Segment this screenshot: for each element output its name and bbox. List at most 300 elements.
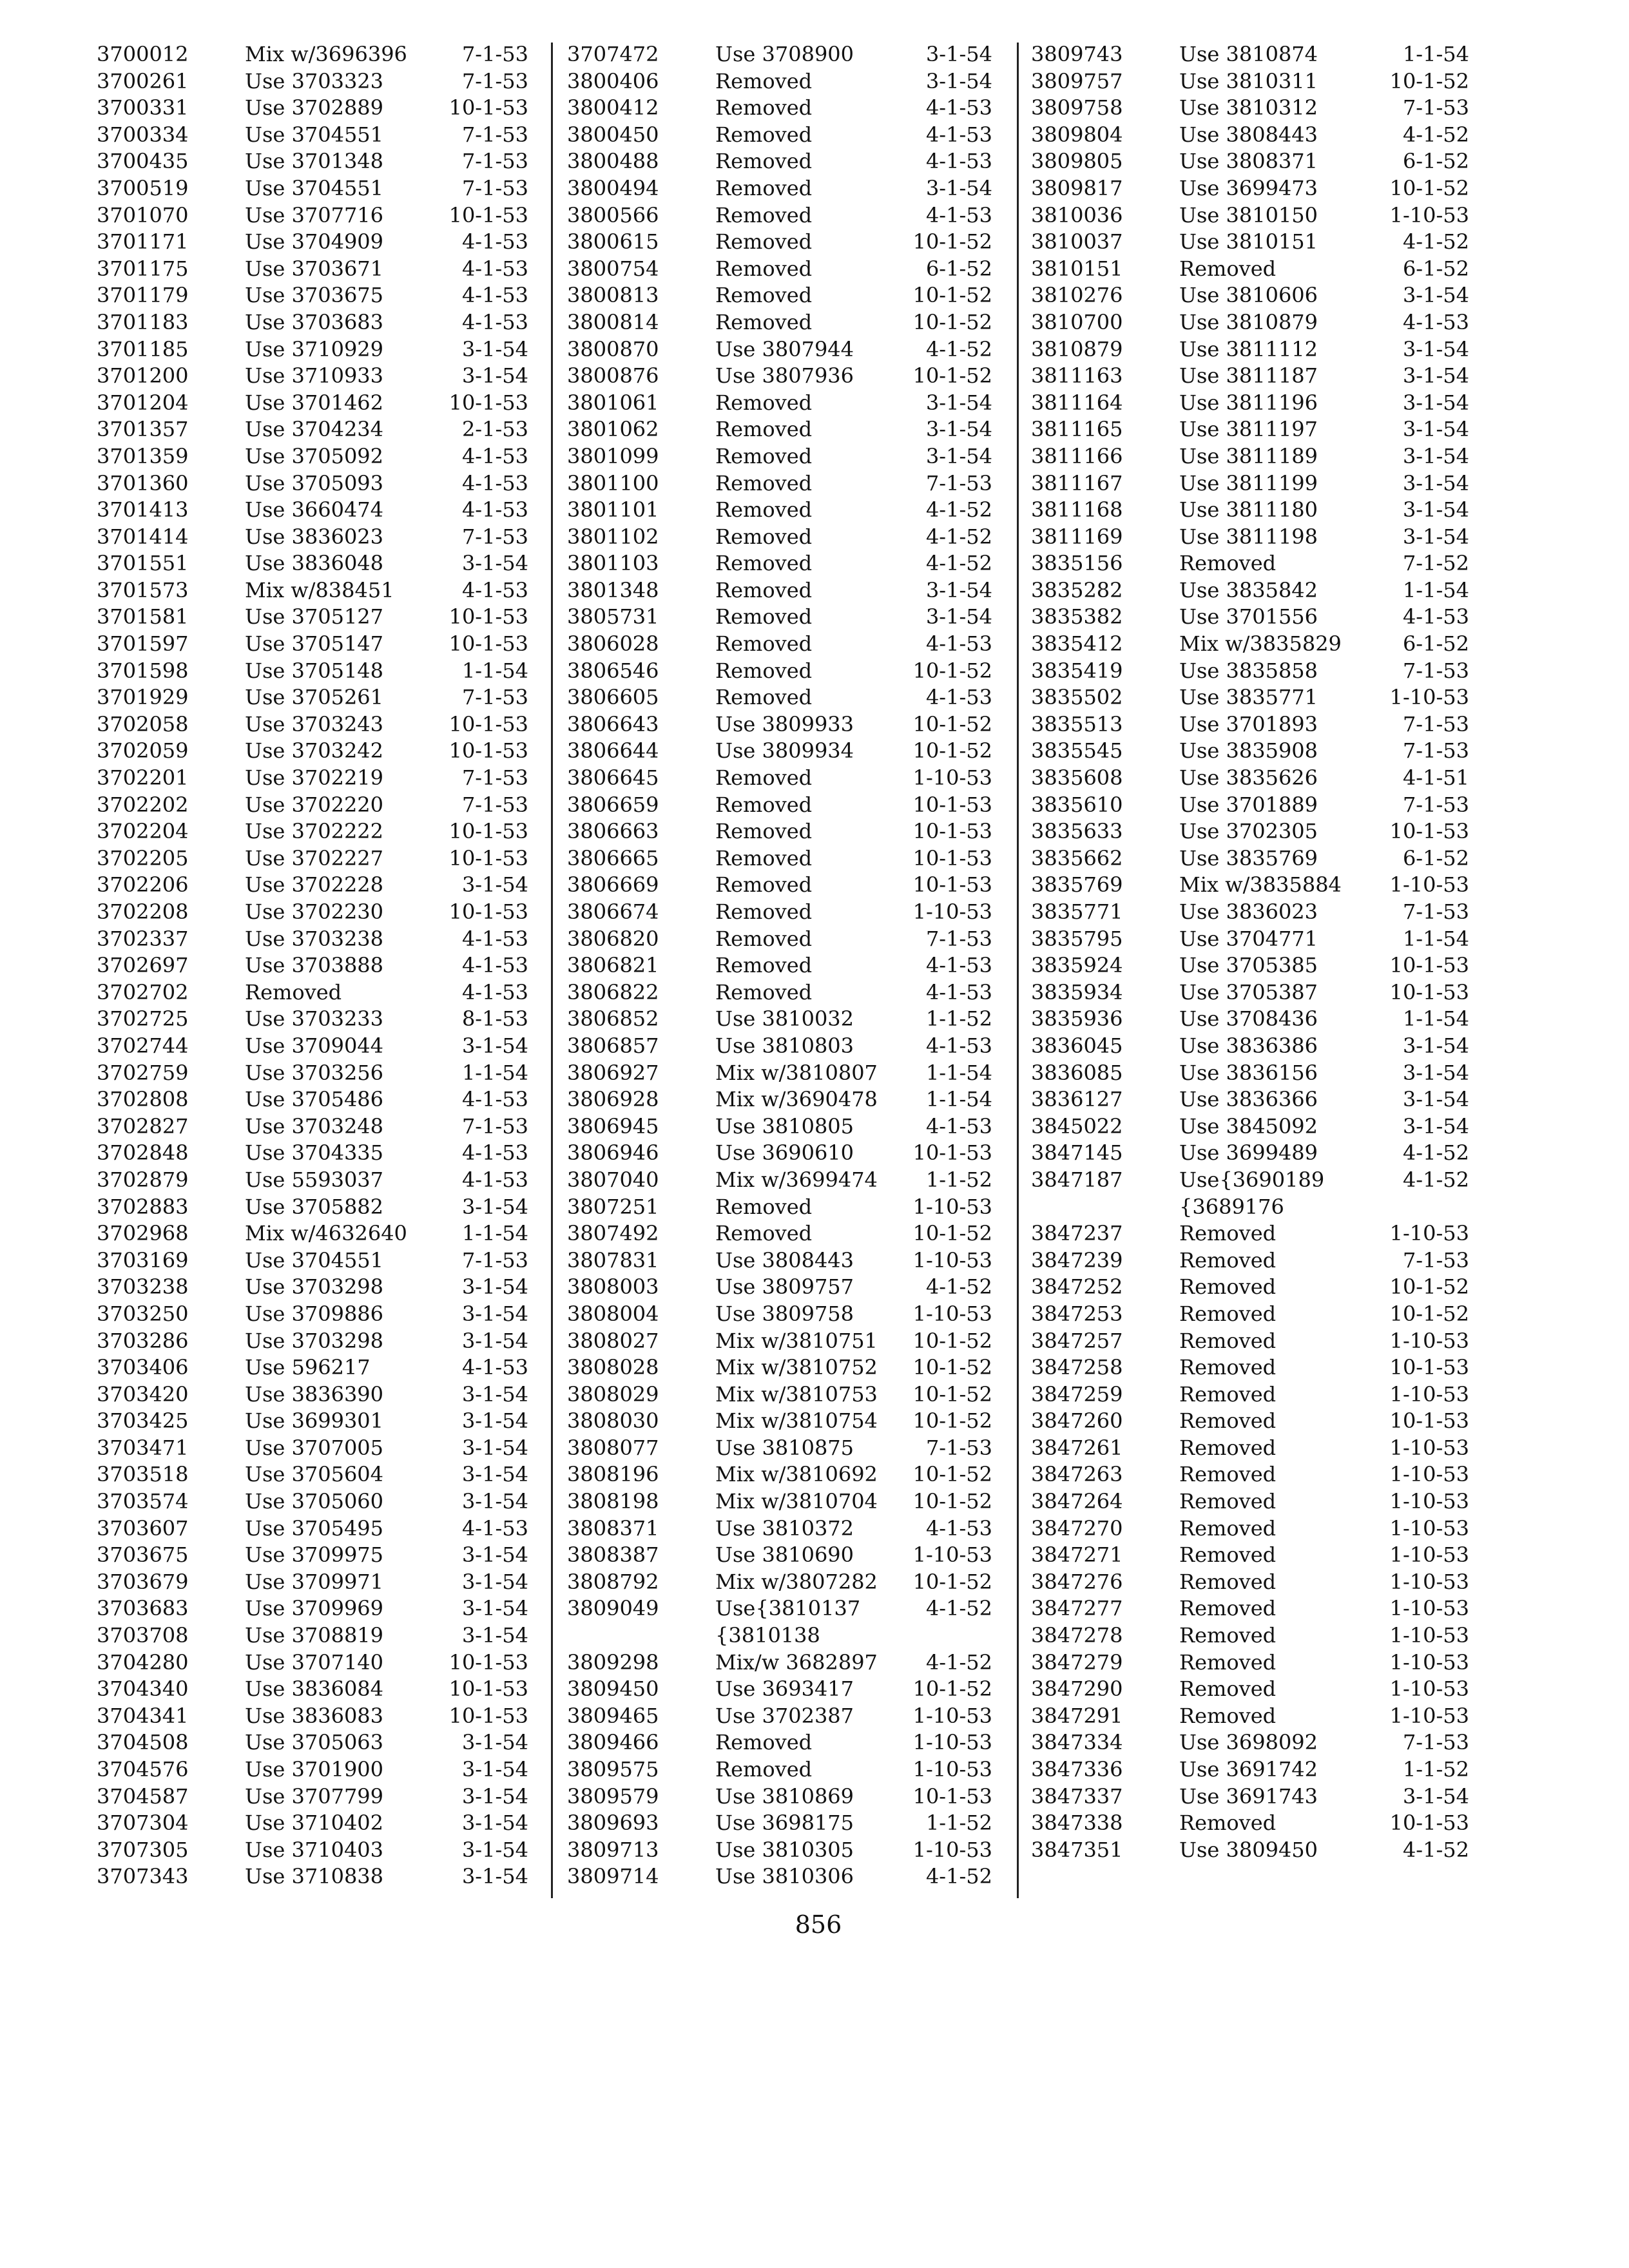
part-number: 3707305 xyxy=(97,1837,189,1862)
disposition: Removed xyxy=(1179,1462,1277,1487)
part-number: 3847252 xyxy=(1031,1274,1123,1300)
disposition: Use 3704909 xyxy=(245,229,384,255)
part-number: 3700435 xyxy=(97,149,189,174)
effective-date: 1-1-54 xyxy=(925,1060,992,1085)
part-number: 3702744 xyxy=(97,1033,189,1058)
disposition: Removed xyxy=(1179,1408,1277,1434)
disposition: Use 3836023 xyxy=(245,524,384,549)
part-number: 3701551 xyxy=(97,551,189,576)
part-number: 3806669 xyxy=(567,872,659,898)
disposition: Use 3811112 xyxy=(1179,336,1318,361)
disposition: Use 3703298 xyxy=(245,1274,384,1300)
effective-date: 10-1-52 xyxy=(912,1569,992,1594)
effective-date: 10-1-53 xyxy=(912,1140,992,1166)
disposition: Removed xyxy=(715,1221,813,1246)
disposition: Removed xyxy=(1179,1381,1277,1407)
part-number: 3702702 xyxy=(97,979,189,1004)
part-number: 3807831 xyxy=(567,1247,659,1273)
effective-date: 3-1-54 xyxy=(1402,524,1469,549)
disposition: Use 596217 xyxy=(245,1355,371,1380)
effective-date: 10-1-52 xyxy=(912,309,992,334)
part-number: 3808792 xyxy=(567,1569,659,1594)
effective-date: 7-1-53 xyxy=(461,122,528,147)
part-number: 3707343 xyxy=(97,1864,189,1889)
part-number: 3806946 xyxy=(567,1140,659,1166)
part-number: 3835936 xyxy=(1031,1006,1123,1032)
disposition: Use 3811180 xyxy=(1179,497,1318,523)
part-number: 3836045 xyxy=(1031,1033,1123,1058)
effective-date: 10-1-52 xyxy=(1389,1274,1469,1300)
effective-date: 10-1-53 xyxy=(448,899,528,924)
part-number: 3808198 xyxy=(567,1489,659,1514)
column-divider xyxy=(1017,43,1019,1898)
part-number: 3809693 xyxy=(567,1811,659,1836)
part-number: 3703238 xyxy=(97,1274,189,1300)
effective-date: 4-1-53 xyxy=(925,1113,992,1139)
part-number: 3807040 xyxy=(567,1167,659,1192)
part-number: 3707304 xyxy=(97,1811,189,1836)
effective-date: 3-1-54 xyxy=(925,604,992,629)
effective-date: 10-1-53 xyxy=(912,845,992,870)
part-number: 3808027 xyxy=(567,1328,659,1353)
effective-date: 1-10-53 xyxy=(1389,1489,1469,1514)
effective-date: 3-1-54 xyxy=(1402,1783,1469,1809)
effective-date: 10-1-52 xyxy=(1389,1301,1469,1326)
disposition: Use 3708819 xyxy=(245,1623,384,1648)
part-number: 3847145 xyxy=(1031,1140,1123,1166)
disposition: Use 3810311 xyxy=(1179,68,1318,93)
effective-date: 4-1-53 xyxy=(461,1167,528,1192)
disposition: Use 3703298 xyxy=(245,1328,384,1353)
disposition: Use 3702220 xyxy=(245,792,384,817)
disposition: Use 3836048 xyxy=(245,551,384,576)
disposition: Use 3810312 xyxy=(1179,95,1318,120)
disposition: Use 3705147 xyxy=(245,631,384,657)
effective-date: 10-1-52 xyxy=(912,283,992,308)
disposition: Use 3809450 xyxy=(1179,1837,1318,1862)
disposition: Removed xyxy=(715,577,813,602)
disposition: Removed xyxy=(715,497,813,523)
part-number: 3700012 xyxy=(97,42,189,66)
effective-date: 1-10-53 xyxy=(1389,1649,1469,1675)
part-number: 3703169 xyxy=(97,1247,189,1273)
disposition: Use 3701900 xyxy=(245,1757,384,1782)
disposition: Use 3811199 xyxy=(1179,470,1318,495)
disposition: Removed xyxy=(715,792,813,817)
disposition: Use 3703888 xyxy=(245,953,384,978)
effective-date: 1-10-53 xyxy=(1389,202,1469,227)
part-number: 3806605 xyxy=(567,685,659,710)
effective-date: 4-1-53 xyxy=(461,979,528,1004)
effective-date: 7-1-53 xyxy=(925,470,992,495)
part-number: 3835545 xyxy=(1031,738,1123,764)
effective-date: 3-1-54 xyxy=(925,42,992,66)
part-number: 3847187 xyxy=(1031,1167,1123,1192)
disposition: Use 3702230 xyxy=(245,899,384,924)
effective-date: 3-1-54 xyxy=(925,577,992,602)
part-number: 3702808 xyxy=(97,1087,189,1112)
part-number: 3809298 xyxy=(567,1649,659,1675)
disposition: Removed xyxy=(1179,1435,1277,1460)
disposition: Use 3660474 xyxy=(245,497,384,523)
part-number: 3703286 xyxy=(97,1328,189,1353)
part-number: 3703518 xyxy=(97,1462,189,1487)
disposition: Use 3835626 xyxy=(1179,765,1318,791)
part-number: 3808029 xyxy=(567,1381,659,1407)
effective-date: 6-1-52 xyxy=(1402,256,1469,281)
part-number: 3806927 xyxy=(567,1060,659,1085)
effective-date: 10-1-53 xyxy=(448,390,528,415)
part-number: 3703471 xyxy=(97,1435,189,1460)
part-number: 3702827 xyxy=(97,1113,189,1139)
effective-date: 1-10-53 xyxy=(1389,1381,1469,1407)
part-number: 3835769 xyxy=(1031,872,1123,898)
part-number: 3701573 xyxy=(97,577,189,602)
part-number: 3800406 xyxy=(567,68,659,93)
effective-date: 4-1-52 xyxy=(1402,1140,1469,1166)
disposition: Removed xyxy=(715,926,813,951)
disposition: Use{3690189 xyxy=(1179,1167,1325,1192)
effective-date: 3-1-54 xyxy=(1402,417,1469,442)
part-number: 3703675 xyxy=(97,1542,189,1568)
disposition: Use 3703238 xyxy=(245,926,384,951)
part-number: 3847264 xyxy=(1031,1489,1123,1514)
effective-date: 3-1-54 xyxy=(461,1435,528,1460)
disposition: {3689176 xyxy=(1179,1194,1284,1219)
part-number: 3835513 xyxy=(1031,711,1123,736)
effective-date: 10-1-52 xyxy=(912,738,992,764)
part-number: 3800870 xyxy=(567,336,659,361)
disposition: Use 3810150 xyxy=(1179,202,1318,227)
part-number: 3702883 xyxy=(97,1194,189,1219)
disposition: Mix w/3810704 xyxy=(715,1489,878,1514)
effective-date: 7-1-53 xyxy=(925,926,992,951)
effective-date: 1-1-52 xyxy=(925,1006,992,1032)
part-number: 3835771 xyxy=(1031,899,1123,924)
part-number: 3836085 xyxy=(1031,1060,1123,1085)
part-number: 3847260 xyxy=(1031,1408,1123,1434)
disposition: Use 3807944 xyxy=(715,336,854,361)
part-number: 3701414 xyxy=(97,524,189,549)
effective-date: 3-1-54 xyxy=(925,68,992,93)
disposition: Use 3810803 xyxy=(715,1033,854,1058)
disposition: Use 3708900 xyxy=(715,42,854,66)
effective-date: 7-1-53 xyxy=(461,524,528,549)
disposition: Use 3836390 xyxy=(245,1381,384,1407)
disposition: Use 3810805 xyxy=(715,1113,854,1139)
effective-date: 10-1-53 xyxy=(1389,1811,1469,1836)
effective-date: 1-10-53 xyxy=(1389,1221,1469,1246)
disposition: Removed xyxy=(715,1194,813,1219)
disposition: {3810138 xyxy=(715,1623,820,1648)
disposition: Use 3705261 xyxy=(245,685,384,710)
effective-date: 10-1-52 xyxy=(912,1489,992,1514)
disposition: Removed xyxy=(245,979,342,1004)
part-number: 3807492 xyxy=(567,1221,659,1246)
part-number: 3702202 xyxy=(97,792,189,817)
effective-date: 6-1-52 xyxy=(1402,149,1469,174)
effective-date: 3-1-54 xyxy=(925,417,992,442)
part-number: 3808196 xyxy=(567,1462,659,1487)
part-number: 3809758 xyxy=(1031,95,1123,120)
part-number: 3835795 xyxy=(1031,926,1123,951)
effective-date: 10-1-53 xyxy=(448,95,528,120)
part-number: 3835610 xyxy=(1031,792,1123,817)
disposition: Use 3707716 xyxy=(245,202,384,227)
effective-date: 4-1-53 xyxy=(461,256,528,281)
effective-date: 10-1-53 xyxy=(448,1649,528,1675)
effective-date: 10-1-53 xyxy=(448,631,528,657)
effective-date: 1-10-53 xyxy=(1389,1435,1469,1460)
effective-date: 4-1-53 xyxy=(461,1087,528,1112)
effective-date: 4-1-52 xyxy=(1402,1167,1469,1192)
effective-date: 1-1-52 xyxy=(925,1811,992,1836)
effective-date: 7-1-53 xyxy=(1402,899,1469,924)
page-number: 856 xyxy=(795,1910,842,1939)
part-number: 3847261 xyxy=(1031,1435,1123,1460)
part-number: 3847263 xyxy=(1031,1462,1123,1487)
part-number: 3704340 xyxy=(97,1677,189,1702)
disposition: Removed xyxy=(715,845,813,870)
part-number: 3847253 xyxy=(1031,1301,1123,1326)
part-number: 3809575 xyxy=(567,1757,659,1782)
part-number: 3703420 xyxy=(97,1381,189,1407)
effective-date: 1-10-53 xyxy=(1389,1623,1469,1648)
part-number: 3701929 xyxy=(97,685,189,710)
disposition: Removed xyxy=(715,122,813,147)
effective-date: 1-10-53 xyxy=(1389,1569,1469,1594)
disposition: Removed xyxy=(1179,1221,1277,1246)
part-number: 3801062 xyxy=(567,417,659,442)
part-number: 3700261 xyxy=(97,68,189,93)
disposition: Mix w/3835829 xyxy=(1179,631,1342,657)
disposition: Use 3702889 xyxy=(245,95,384,120)
disposition: Use 3699489 xyxy=(1179,1140,1318,1166)
disposition: Mix/w 3682897 xyxy=(715,1649,878,1675)
effective-date: 1-10-53 xyxy=(912,1247,992,1273)
effective-date: 3-1-54 xyxy=(461,1328,528,1353)
effective-date: 3-1-54 xyxy=(461,551,528,576)
effective-date: 3-1-54 xyxy=(461,1194,528,1219)
part-number: 3847270 xyxy=(1031,1515,1123,1541)
disposition: Mix w/3810692 xyxy=(715,1462,878,1487)
disposition: Mix w/3810754 xyxy=(715,1408,878,1434)
part-number: 3809743 xyxy=(1031,42,1123,66)
disposition: Use{3810137 xyxy=(715,1596,861,1621)
disposition: Use 3710402 xyxy=(245,1811,384,1836)
effective-date: 1-10-53 xyxy=(912,1301,992,1326)
effective-date: 1-1-52 xyxy=(1402,1757,1469,1782)
effective-date: 1-1-54 xyxy=(1402,1006,1469,1032)
disposition: Use 3705604 xyxy=(245,1462,384,1487)
disposition: Use 3705063 xyxy=(245,1730,384,1755)
effective-date: 10-1-53 xyxy=(448,845,528,870)
effective-date: 6-1-52 xyxy=(925,256,992,281)
disposition: Removed xyxy=(715,658,813,683)
effective-date: 3-1-54 xyxy=(461,1301,528,1326)
effective-date: 3-1-54 xyxy=(1402,443,1469,468)
effective-date: 6-1-52 xyxy=(1402,631,1469,657)
part-number: 3701581 xyxy=(97,604,189,629)
disposition: Use 3836084 xyxy=(245,1677,384,1702)
effective-date: 10-1-53 xyxy=(1389,1355,1469,1380)
disposition: Use 3811196 xyxy=(1179,390,1318,415)
part-number: 3847239 xyxy=(1031,1247,1123,1273)
part-number: 3701413 xyxy=(97,497,189,523)
disposition: Use 3702219 xyxy=(245,765,384,791)
part-number: 3809805 xyxy=(1031,149,1123,174)
disposition: Use 3702227 xyxy=(245,845,384,870)
effective-date: 3-1-54 xyxy=(461,1542,528,1568)
effective-date: 10-1-52 xyxy=(912,1408,992,1434)
disposition: Removed xyxy=(1179,1274,1277,1300)
effective-date: 3-1-54 xyxy=(1402,336,1469,361)
effective-date: 2-1-53 xyxy=(461,417,528,442)
effective-date: 10-1-52 xyxy=(1389,175,1469,200)
part-number: 3702204 xyxy=(97,819,189,844)
disposition: Use 3707140 xyxy=(245,1649,384,1675)
disposition: Use 3701893 xyxy=(1179,711,1318,736)
disposition: Use 3703248 xyxy=(245,1113,384,1139)
effective-date: 1-10-53 xyxy=(912,1730,992,1755)
disposition: Removed xyxy=(1179,1542,1277,1568)
part-number: 3809714 xyxy=(567,1864,659,1889)
disposition: Use 3811187 xyxy=(1179,363,1318,389)
effective-date: 4-1-53 xyxy=(925,149,992,174)
part-number: 3811169 xyxy=(1031,524,1123,549)
effective-date: 4-1-53 xyxy=(925,685,992,710)
disposition: Use 3705060 xyxy=(245,1489,384,1514)
effective-date: 3-1-54 xyxy=(925,175,992,200)
disposition: Use 3809758 xyxy=(715,1301,854,1326)
part-number: 3806643 xyxy=(567,711,659,736)
effective-date: 4-1-53 xyxy=(1402,604,1469,629)
effective-date: 4-1-53 xyxy=(925,1515,992,1541)
disposition: Removed xyxy=(1179,1301,1277,1326)
effective-date: 10-1-52 xyxy=(912,363,992,389)
part-number: 3847276 xyxy=(1031,1569,1123,1594)
part-number: 3701357 xyxy=(97,417,189,442)
effective-date: 1-10-53 xyxy=(912,765,992,791)
part-number: 3704587 xyxy=(97,1783,189,1809)
part-number: 3800754 xyxy=(567,256,659,281)
disposition: Use 3690610 xyxy=(715,1140,854,1166)
effective-date: 10-1-53 xyxy=(448,604,528,629)
disposition: Use 3810151 xyxy=(1179,229,1318,255)
disposition: Removed xyxy=(715,390,813,415)
disposition: Use 3710933 xyxy=(245,363,384,389)
effective-date: 1-10-53 xyxy=(1389,685,1469,710)
effective-date: 10-1-53 xyxy=(448,711,528,736)
effective-date: 3-1-54 xyxy=(461,1596,528,1621)
effective-date: 1-1-54 xyxy=(461,1221,528,1246)
part-number: 3835502 xyxy=(1031,685,1123,710)
effective-date: 10-1-52 xyxy=(912,1221,992,1246)
disposition: Use 3703323 xyxy=(245,68,384,93)
effective-date: 4-1-53 xyxy=(461,577,528,602)
effective-date: 4-1-53 xyxy=(461,953,528,978)
disposition: Use 3705092 xyxy=(245,443,384,468)
disposition: Removed xyxy=(715,309,813,334)
effective-date: 10-1-53 xyxy=(912,819,992,844)
part-number: 3805731 xyxy=(567,604,659,629)
effective-date: 7-1-53 xyxy=(461,1113,528,1139)
effective-date: 10-1-52 xyxy=(912,1462,992,1487)
part-number: 3701183 xyxy=(97,309,189,334)
part-number: 3702201 xyxy=(97,765,189,791)
effective-date: 4-1-53 xyxy=(461,926,528,951)
part-number: 3847351 xyxy=(1031,1837,1123,1862)
effective-date: 7-1-53 xyxy=(1402,711,1469,736)
effective-date: 4-1-52 xyxy=(1402,1837,1469,1862)
part-number: 3701360 xyxy=(97,470,189,495)
effective-date: 1-1-54 xyxy=(461,658,528,683)
part-number: 3808004 xyxy=(567,1301,659,1326)
disposition: Use 3809933 xyxy=(715,711,854,736)
disposition: Use 3705385 xyxy=(1179,953,1318,978)
effective-date: 7-1-53 xyxy=(1402,95,1469,120)
effective-date: 10-1-53 xyxy=(448,738,528,764)
part-number: 3806665 xyxy=(567,845,659,870)
disposition: Use 3836083 xyxy=(245,1703,384,1728)
disposition: Use 3701348 xyxy=(245,149,384,174)
effective-date: 4-1-52 xyxy=(925,336,992,361)
effective-date: 3-1-54 xyxy=(925,390,992,415)
disposition: Removed xyxy=(715,68,813,93)
effective-date: 3-1-54 xyxy=(461,1757,528,1782)
part-number: 3800494 xyxy=(567,175,659,200)
effective-date: 10-1-53 xyxy=(1389,979,1469,1004)
part-number: 3703574 xyxy=(97,1489,189,1514)
disposition: Use 3808371 xyxy=(1179,149,1318,174)
disposition: Removed xyxy=(715,175,813,200)
part-number: 3810276 xyxy=(1031,283,1123,308)
effective-date: 10-1-53 xyxy=(1389,819,1469,844)
part-number: 3847257 xyxy=(1031,1328,1123,1353)
disposition: Use 3705127 xyxy=(245,604,384,629)
disposition: Use 3703243 xyxy=(245,711,384,736)
disposition: Removed xyxy=(715,604,813,629)
disposition: Removed xyxy=(715,149,813,174)
disposition: Use 3809757 xyxy=(715,1274,854,1300)
disposition: Use 3702305 xyxy=(1179,819,1318,844)
part-number: 3800876 xyxy=(567,363,659,389)
effective-date: 10-1-52 xyxy=(1389,68,1469,93)
part-number: 3807251 xyxy=(567,1194,659,1219)
effective-date: 7-1-53 xyxy=(1402,792,1469,817)
part-number: 3700519 xyxy=(97,175,189,200)
part-number: 3811163 xyxy=(1031,363,1123,389)
effective-date: 1-10-53 xyxy=(1389,1462,1469,1487)
part-number: 3702059 xyxy=(97,738,189,764)
part-number: 3700334 xyxy=(97,122,189,147)
part-number: 3800813 xyxy=(567,283,659,308)
disposition: Use 3810879 xyxy=(1179,309,1318,334)
part-number: 3702697 xyxy=(97,953,189,978)
disposition: Removed xyxy=(1179,1596,1277,1621)
part-number: 3811166 xyxy=(1031,443,1123,468)
disposition: Removed xyxy=(715,443,813,468)
disposition: Use 3835858 xyxy=(1179,658,1318,683)
effective-date: 7-1-53 xyxy=(1402,658,1469,683)
part-number: 3702725 xyxy=(97,1006,189,1032)
effective-date: 3-1-54 xyxy=(461,1033,528,1058)
disposition: Use 3707799 xyxy=(245,1783,384,1809)
effective-date: 7-1-53 xyxy=(1402,738,1469,764)
effective-date: 1-1-54 xyxy=(1402,926,1469,951)
disposition: Use 3704551 xyxy=(245,1247,384,1273)
disposition: Use 3836386 xyxy=(1179,1033,1318,1058)
